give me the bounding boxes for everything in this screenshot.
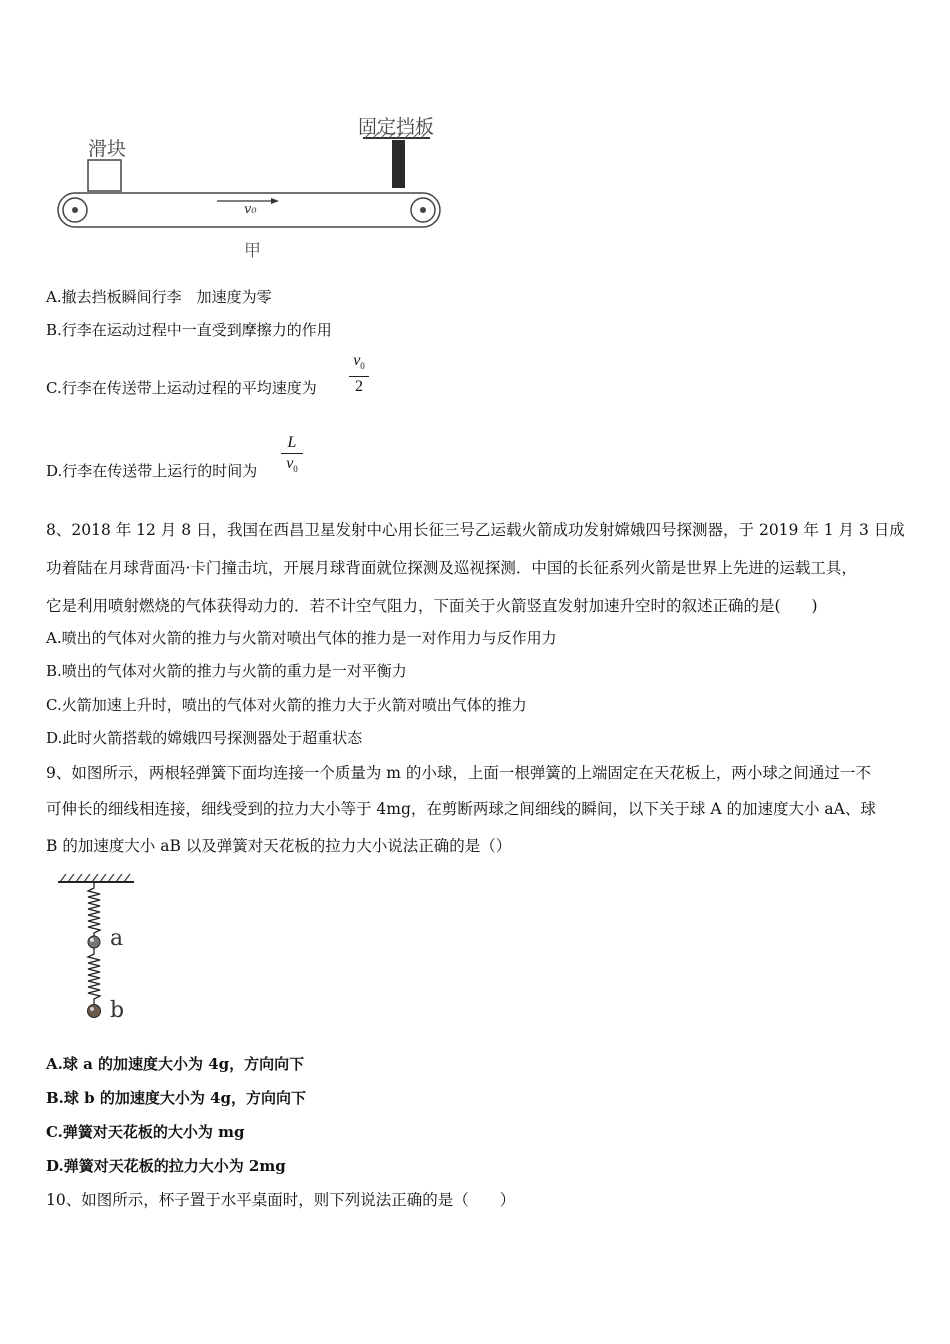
q7-option-c: C.行李在传送带上运动过程的平均速度为 xyxy=(46,379,317,397)
spring-figure xyxy=(54,866,144,1026)
baffle-label: 固定挡板 xyxy=(358,116,435,138)
q8-option-d: D.此时火箭搭载的嫦娥四号探测器处于超重状态 xyxy=(46,729,363,747)
q7-option-a: A.撤去挡板瞬间行李 加速度为零 xyxy=(46,288,272,306)
slider-label: 滑块 xyxy=(88,138,127,160)
q9-line-1: 9、如图所示，两根轻弹簧下面均连接一个质量为 m 的小球，上面一根弹簧的上端固定在天花板上，两小球之间通过一不 xyxy=(46,764,871,782)
ball-b xyxy=(88,1005,101,1018)
velocity-label: v₀ xyxy=(244,202,257,217)
left-pulley xyxy=(63,198,87,222)
upper-spring xyxy=(88,882,100,937)
q10-line-1: 10、如图所示，杯子置于水平桌面时，则下列说法正确的是（ ） xyxy=(46,1191,516,1209)
ball-b-label: b xyxy=(110,998,125,1023)
lower-spring xyxy=(88,948,100,1005)
fraction-l-over-v0: L $v_0$ xyxy=(281,434,303,478)
figure1-caption: 甲 xyxy=(244,241,261,261)
q9-line-3: B 的加速度大小 aB 以及弹簧对天花板的拉力大小说法正确的是（） xyxy=(46,837,512,855)
q8-line-2: 功着陆在月球背面冯·卡门撞击坑，开展月球背面就位探测及巡视探测．中国的长征系列火箭是世界上先进的运载工具， xyxy=(46,559,857,577)
fraction-v0-over-2: $v_0$ 2 xyxy=(349,352,369,396)
q9-option-d: D.弹簧对天花板的拉力大小为 2mg xyxy=(46,1157,286,1175)
q8-option-c: C.火箭加速上升时，喷出的气体对火箭的推力大于火箭对喷出气体的推力 xyxy=(46,696,527,714)
q9-line-2: 可伸长的细线相连接，细线受到的拉力大小等于 4mg，在剪断两球之间细线的瞬间，以下关于球 A 的加速度大小 aA、球 xyxy=(46,800,876,818)
q9-option-c: C.弹簧对天花板的大小为 mg xyxy=(46,1123,245,1141)
q9-option-b: B.球 b 的加速度大小为 4g，方向向下 xyxy=(46,1089,306,1107)
ball-a xyxy=(88,936,100,948)
ball-a-label: a xyxy=(110,926,124,951)
q8-line-1: 8、2018 年 12 月 8 日，我国在西昌卫星发射中心用长征三号乙运载火箭成功发射嫦娥四号探测器，于 2019 年 1 月 3 日成 xyxy=(46,521,905,539)
right-pulley xyxy=(411,198,435,222)
q8-option-b: B.喷出的气体对火箭的推力与火箭的重力是一对平衡力 xyxy=(46,662,407,680)
baffle-mount xyxy=(363,132,430,188)
q8-option-a: A.喷出的气体对火箭的推力与火箭对喷出气体的推力是一对作用力与反作用力 xyxy=(46,629,557,647)
q7-option-b: B.行李在运动过程中一直受到摩擦力的作用 xyxy=(46,321,332,339)
q8-line-3: 它是利用喷射燃烧的气体获得动力的．若不计空气阻力，下面关于火箭竖直发射加速升空时的叙述正确的是( ) xyxy=(46,597,818,615)
slider-block xyxy=(88,160,121,191)
q7-option-d: D.行李在传送带上运行的时间为 xyxy=(46,462,258,480)
q9-option-a: A.球 a 的加速度大小为 4g，方向向下 xyxy=(46,1055,305,1073)
ceiling xyxy=(58,874,134,882)
